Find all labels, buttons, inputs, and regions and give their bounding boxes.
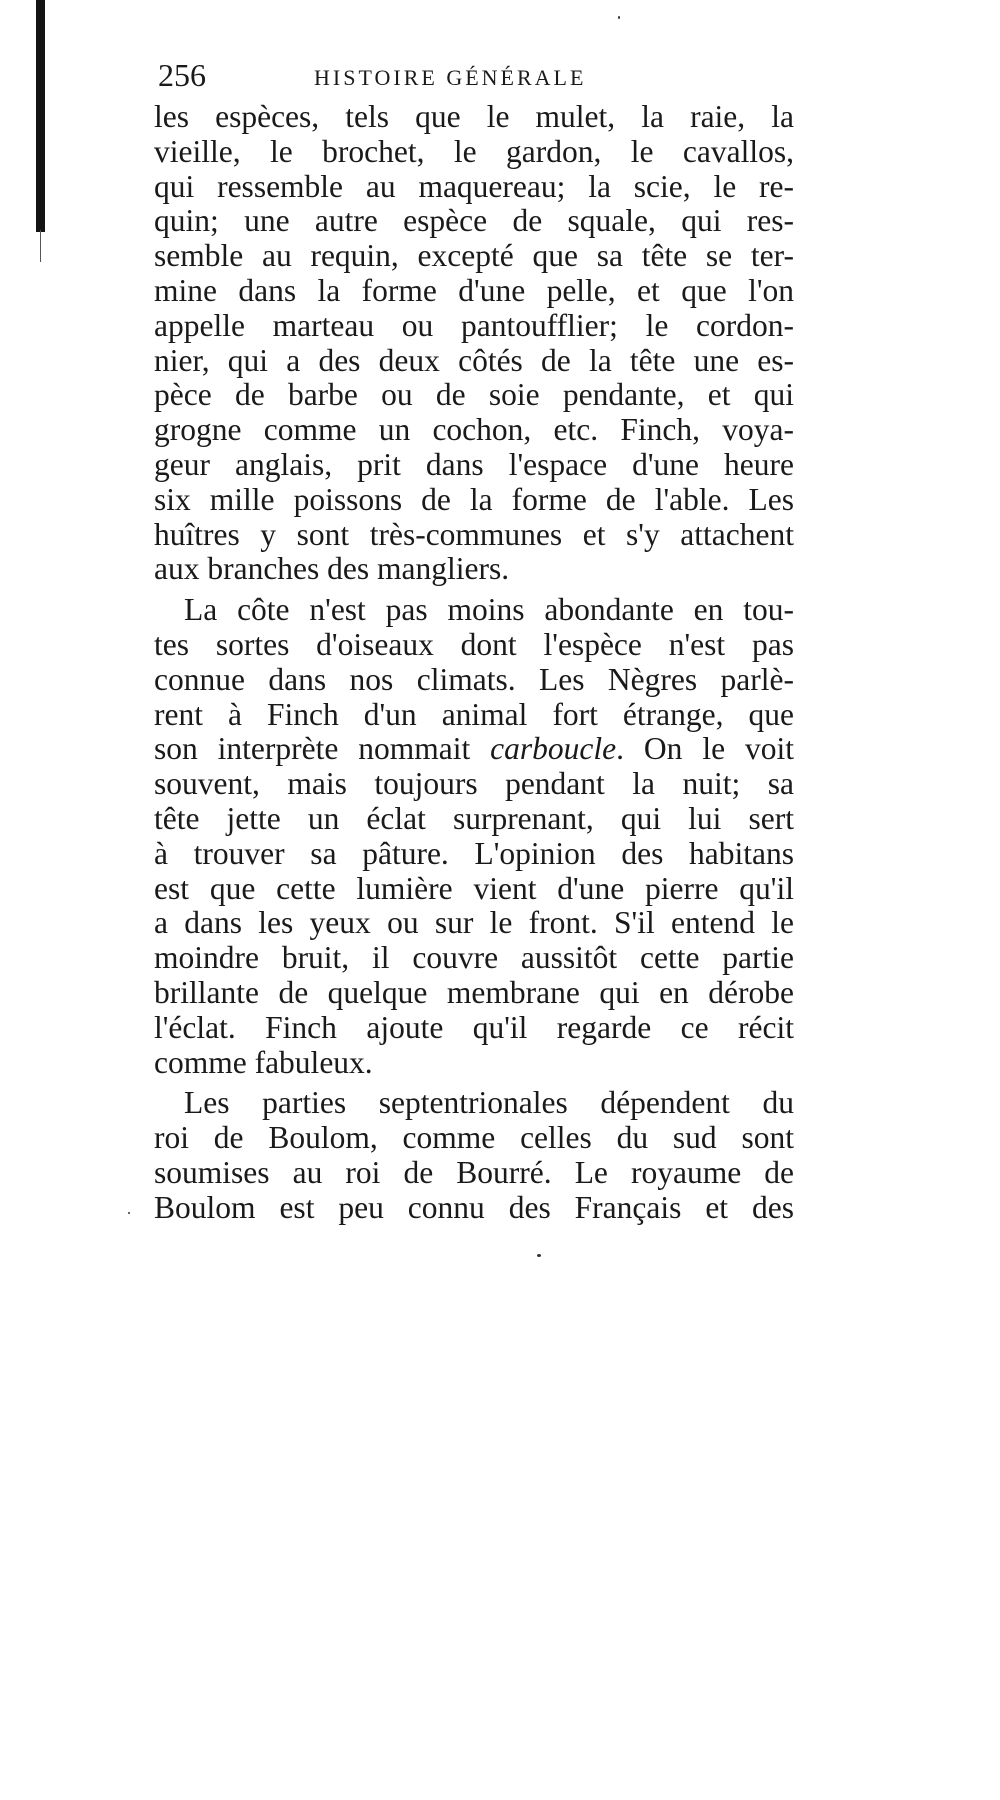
text-line: comme fabuleux. xyxy=(154,1045,373,1080)
text-line: qui ressemble au maquereau; la scie, le re- xyxy=(154,169,794,204)
text-line: geur anglais, prit dans l'espace d'une heure xyxy=(154,447,794,482)
page-edge-line xyxy=(40,230,41,262)
text-segment: son interprète nommait xyxy=(154,732,491,767)
text-line: tête jette un éclat surprenant, qui lui sert xyxy=(154,801,794,836)
ink-speck xyxy=(618,16,620,19)
text-line: Boulom est peu connu des Français et des xyxy=(154,1190,794,1225)
text-line: nier, qui a des deux côtés de la tête une es- xyxy=(154,343,794,378)
ink-speck xyxy=(128,1212,130,1214)
text-line: aux branches des mangliers. xyxy=(154,552,510,587)
italic-term: carboucle xyxy=(490,732,617,767)
text-line: vieille, le brochet, le gardon, le cavallos, xyxy=(154,134,794,169)
text-segment: . On le voit xyxy=(616,732,794,767)
running-title: HISTOIRE GÉNÉRALE xyxy=(314,65,587,90)
text-line: pèce de barbe ou de soie pendante, et qui xyxy=(154,378,794,413)
text-line: l'éclat. Finch ajoute qu'il regarde ce récit xyxy=(154,1010,794,1045)
text-line: soumises au roi de Bourré. Le royaume de xyxy=(154,1155,794,1190)
text-line: brillante de quelque membrane qui en dérobe xyxy=(154,975,794,1010)
text-line: six mille poissons de la forme de l'able. Les xyxy=(154,482,794,517)
body-text xyxy=(154,100,794,1226)
text-line: rent à Finch d'un animal fort étrange, que xyxy=(154,697,794,732)
ink-speck xyxy=(537,1254,541,1257)
text-line: Les parties septentrionales dépendent du xyxy=(184,1086,794,1121)
text-line: moindre bruit, il couvre aussitôt cette partie xyxy=(154,941,794,976)
text-line: connue dans nos climats. Les Nègres parlè- xyxy=(154,662,794,697)
text-line: quin; une autre espèce de squale, qui res- xyxy=(154,204,794,239)
page-edge-shadow xyxy=(36,0,45,232)
text-line: souvent, mais toujours pendant la nuit; sa xyxy=(154,767,794,802)
text-line-with-italic xyxy=(154,732,794,767)
text-line: semble au requin, excepté que sa tête se ter- xyxy=(154,239,794,274)
text-line: La côte n'est pas moins abondante en tou- xyxy=(184,593,794,628)
page-header xyxy=(158,55,798,99)
text-line: est que cette lumière vient d'une pierre qu'il xyxy=(154,871,794,906)
text-line: à trouver sa pâture. L'opinion des habitans xyxy=(154,836,794,871)
text-line: appelle marteau ou pantoufflier; le cordon- xyxy=(154,308,794,343)
text-line: tes sortes d'oiseaux dont l'espèce n'est pas xyxy=(154,627,794,662)
text-line: huîtres y sont très-communes et s'y attachent xyxy=(154,517,794,552)
text-line: a dans les yeux ou sur le front. S'il entend le xyxy=(154,906,794,941)
text-line: les espèces, tels que le mulet, la raie, la xyxy=(154,100,794,134)
page-number: 256 xyxy=(158,57,206,93)
text-line: roi de Boulom, comme celles du sud sont xyxy=(154,1121,794,1156)
text-line: grogne comme un cochon, etc. Finch, voya- xyxy=(154,413,794,448)
text-line: mine dans la forme d'une pelle, et que l'on xyxy=(154,273,794,308)
